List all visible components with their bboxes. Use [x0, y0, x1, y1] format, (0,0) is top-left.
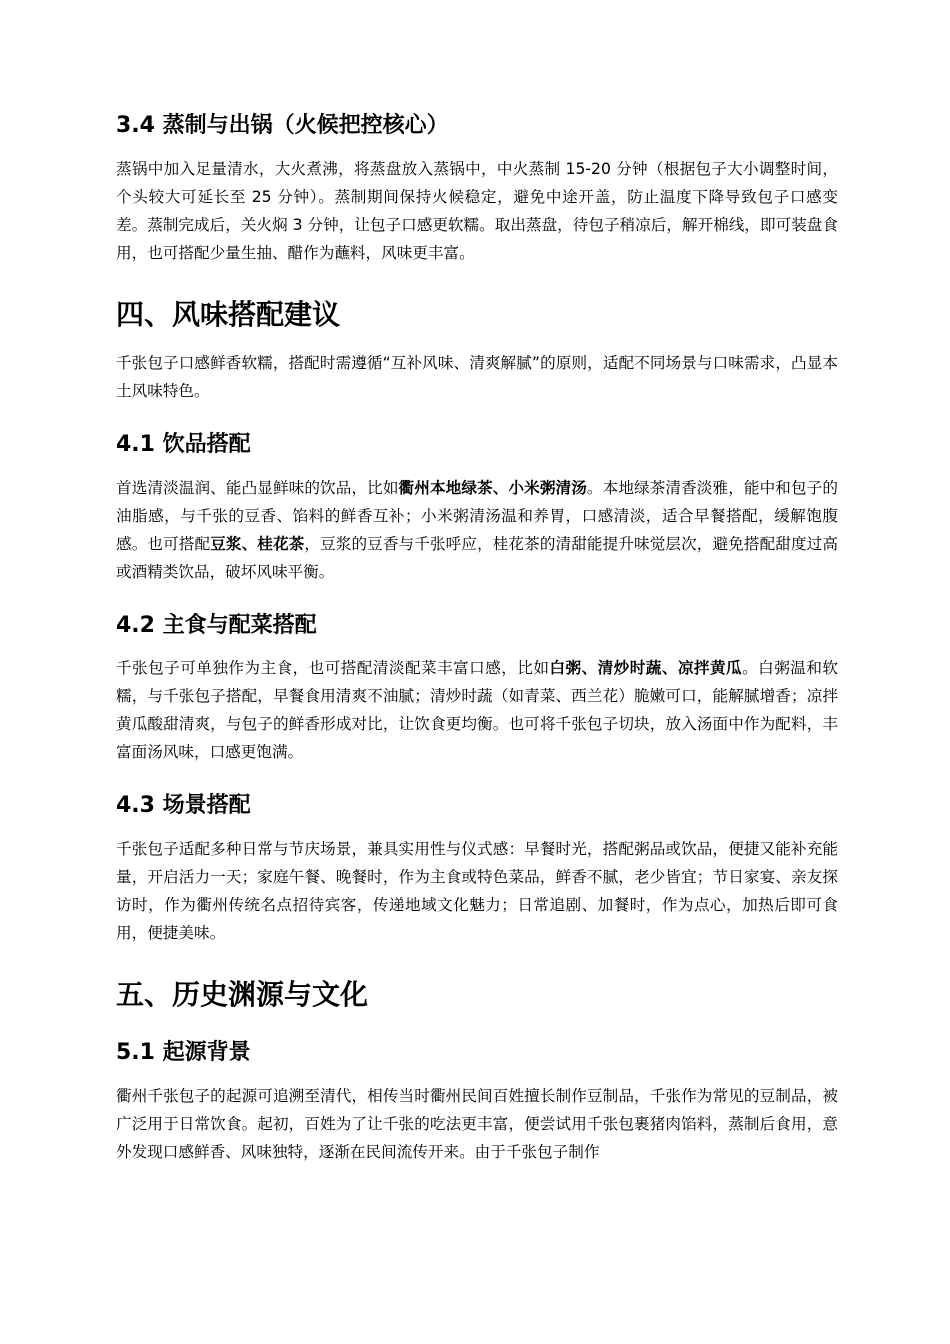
text-run: 。白粥温和软糯，与千张包子搭配，早餐食用清爽不油腻；清炒时蔬（如青菜、西兰花）脆嫩可口，能解腻增香；凉拌黄瓜酸甜清爽，与包子的鲜香形成对比，让饮食更均衡。也可将千张包子切块，放入汤面中作为配料，丰富面汤风味，口感更饱满。: [116, 659, 838, 762]
document-page: [116, 112, 838, 1166]
section-4-2-heading: 4.2 主食与配菜搭配: [116, 612, 317, 638]
section-3-4-paragraph: 蒸锅中加入足量清水，大火煮沸，将蒸盘放入蒸锅中，中火蒸制 15-20 分钟（根据包子大小调整时间，个头较大可延长至 25 分钟）。蒸制期间保持火候稳定，避免中途开盖，防止温度下降导致包子口感变差。蒸制完成后，关火焖 3 分钟，让包子口感更软糯。取出蒸盘，待包子稍凉后，解开棉线，即可装盘食用，也可搭配少量生抽、醋作为蘸料，风味更丰富。: [116, 159, 838, 262]
bold-text: 衢州本地绿茶、小米粥清汤: [398, 478, 587, 497]
section-5-1-heading: 5.1 起源背景: [116, 1040, 251, 1066]
section-4-1-paragraph: [116, 474, 838, 586]
section-4-2-paragraph: [116, 654, 838, 766]
section-4-heading: 四、风味搭配建议: [116, 297, 341, 331]
section-4-3-paragraph: 千张包子适配多种日常与节庆场景，兼具实用性与仪式感：早餐时光，搭配粥品或饮品，便捷又能补充能量，开启活力一天；家庭午餐、晚餐时，作为主食或特色菜品，鲜香不腻，老少皆宜；节日家宴、亲友探访时，作为衢州传统名点招待宾客，传递地域文化魅力；日常追剧、加餐时，作为点心，加热后即可食用，便捷美味。: [116, 839, 838, 942]
section-5-1-paragraph: 衢州千张包子的起源可追溯至清代，相传当时衢州民间百姓擅长制作豆制品，千张作为常见的豆制品，被广泛用于日常饮食。起初，百姓为了让千张的吃法更丰富，便尝试用千张包裹猪肉馅料，蒸制后食用，意外发现口感鲜香、风味独特，逐渐在民间流传开来。由于千张包子制作: [116, 1086, 838, 1161]
text-run: 首选清淡温润、能凸显鲜味的饮品，比如: [116, 478, 399, 497]
bold-text: 豆浆、桂花茶: [210, 534, 305, 553]
text-run: ，豆浆的豆香与千张呼应，桂花茶的清甜能提升味觉层次，避免搭配甜度过高或酒精类饮品，破坏风味平衡。: [116, 534, 838, 581]
text-run: 千张包子可单独作为主食，也可搭配清淡配菜丰富口感，比如: [116, 659, 550, 678]
section-3-4-heading: 3.4 蒸制与出锅（火候把控核心）: [116, 113, 449, 138]
text-run: 。本地绿茶清香淡雅，能中和包子的油脂感，与千张的豆香、馅料的鲜香互补；小米粥清汤温和养胃，口感清淡，适合早餐搭配，缓解饱腹感。也可搭配: [116, 478, 838, 553]
section-5-heading: 五、历史渊源与文化: [116, 977, 369, 1011]
section-4-1-heading: 4.1 饮品搭配: [116, 431, 251, 457]
bold-text: 白粥、清炒时蔬、凉拌黄瓜: [549, 659, 743, 678]
section-4-3-heading: 4.3 场景搭配: [116, 793, 251, 819]
section-4-paragraph: 千张包子口感鲜香软糯，搭配时需遵循“互补风味、清爽解腻”的原则，适配不同场景与口味需求，凸显本土风味特色。: [116, 353, 838, 400]
